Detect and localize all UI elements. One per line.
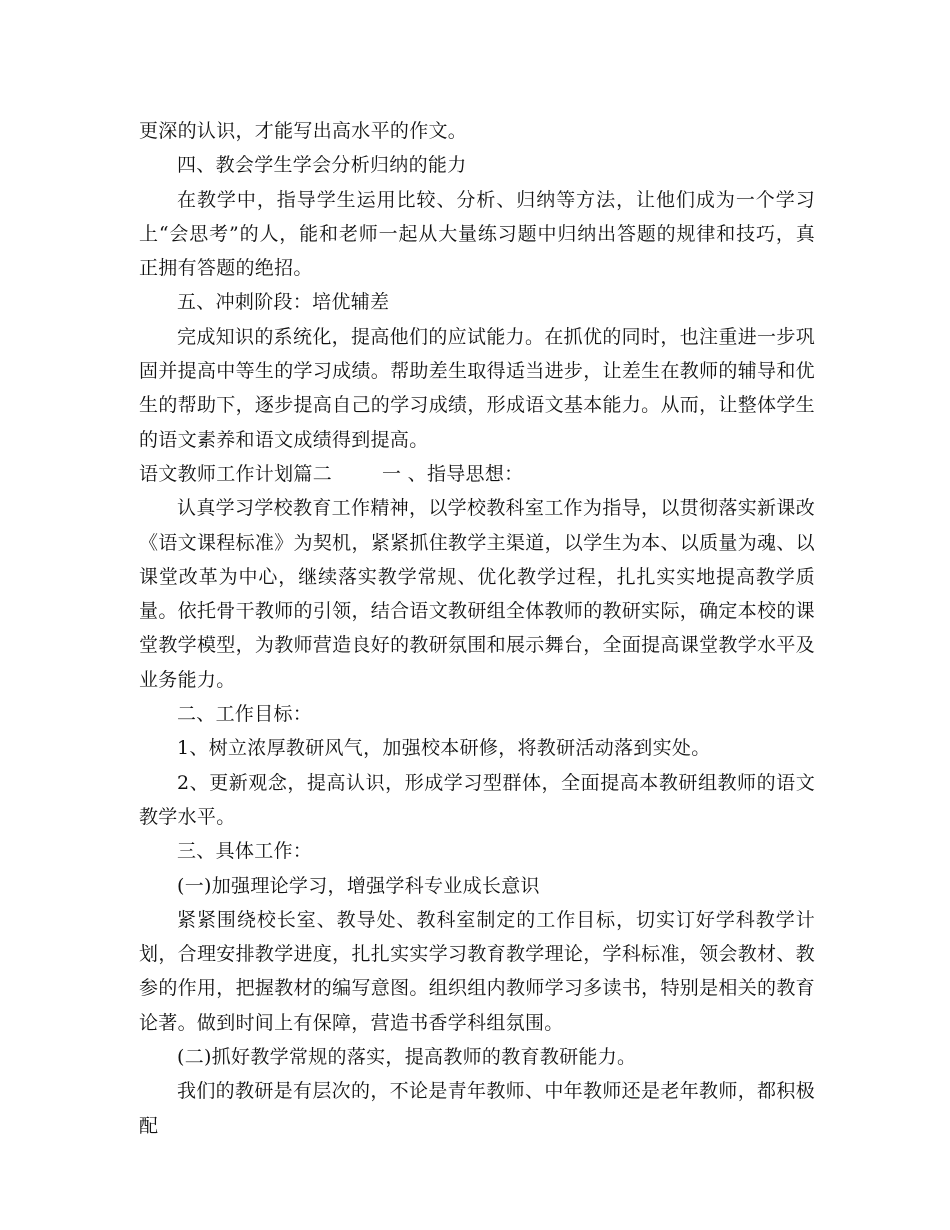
paragraph: 认真学习学校教育工作精神，以学校教科室工作为指导，以贯彻落实新课改《语文课程标准》为契机，紧紧抓住教学主渠道，以学生为本、以质量为魂、以课堂改革为中心，继续落实教学常规、优化教学过程，扎扎实实地提高教学质量。依托骨干教师的引领，结合语文教研组全体教师的教研实际，确定本校的课堂教学模型，为教师营造良好的教研氛围和展示舞台，全面提高课堂教学水平及业务能力。	[139, 497, 815, 691]
section-heading: 二、工作目标：	[177, 703, 313, 726]
list-item: 2、更新观念，提高认识，形成学习型群体，全面提高本教研组教师的语文教学水平。	[139, 771, 815, 828]
list-item: 1、树立浓厚教研风气，加强校本研修，将教研活动落到实处。	[177, 737, 711, 760]
subsection-heading: 一 、指导思想：	[382, 462, 524, 485]
paragraph: 更深的认识，才能写出高水平的作文。	[139, 120, 468, 142]
section-heading: 三、具体工作：	[177, 840, 313, 863]
subsection-heading: (二)抓好教学常规的落实，提高教师的教育教研能力。	[177, 1046, 637, 1069]
title-gap	[332, 457, 382, 491]
paragraph: 完成知识的系统化，提高他们的应试能力。在抓优的同时，也注重进一步巩固并提高中等生的学习成绩。帮助差生取得适当进步，让差生在教师的辅导和优生的帮助下，逐步提高自己的学习成绩，形成语文基本能力。从而，让整体学生的语文素养和语文成绩得到提高。	[139, 325, 815, 451]
section-title-line	[139, 457, 815, 491]
paragraph: 紧紧围绕校长室、教导处、教科室制定的工作目标，切实订好学科教学计划，合理安排教学进度，扎扎实实学习教育教学理论，学科标准，领会教材、教参的作用，把握教材的编写意图。组织组内教师学习多读书，特别是相关的教育论著。做到时间上有保障，营造书香学科组氛围。	[139, 908, 815, 1034]
subsection-heading: (一)加强理论学习，增强学科专业成长意识	[177, 874, 540, 897]
paragraph: 我们的教研是有层次的，不论是青年教师、中年教师还是老年教师，都积极配	[139, 1080, 815, 1137]
section-heading: 五、冲刺阶段：培优辅差	[177, 291, 390, 314]
paragraph: 在教学中，指导学生运用比较、分析、归纳等方法，让他们成为一个学习上“会思考”的人，能和老师一起从大量练习题中归纳出答题的规律和技巧，真正拥有答题的绝招。	[139, 188, 815, 280]
section-heading: 四、教会学生学会分析归纳的能力	[177, 154, 467, 177]
section-title: 语文教师工作计划篇二	[139, 462, 333, 485]
document-body	[139, 114, 815, 1143]
